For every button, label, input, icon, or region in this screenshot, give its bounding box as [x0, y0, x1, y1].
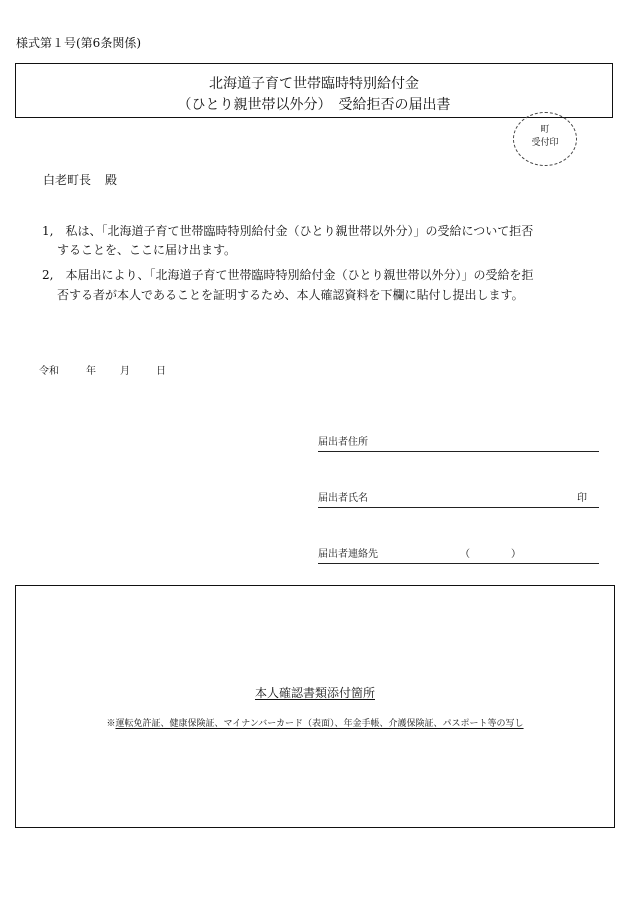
- id-document-attachment-area: [15, 585, 615, 828]
- form-number: 様式第１号(第6条関係): [16, 36, 141, 50]
- paragraph-2-line-2: 否する者が本人であることを証明するため、本人確認資料を下欄に貼付し提出します。: [57, 288, 524, 302]
- addressee: [43, 171, 117, 188]
- applicant-address-label: 届出者住所: [318, 437, 368, 448]
- reception-stamp-area: [513, 112, 577, 166]
- applicant-contact-label: 届出者連絡先: [318, 549, 378, 560]
- date-month: 月: [120, 366, 130, 377]
- attachment-note-items: 運転免許証、健康保険証、マイナンバーカード（表面）、年金手帳、介護保険証、パスポート等の写し: [115, 719, 524, 729]
- attachment-note-mark: ※: [106, 719, 116, 729]
- paragraph-1-line-1: 1, 私は、「北海道子育て世帯臨時特別給付金（ひとり親世帯以外分）」の受給について拒否: [42, 224, 534, 238]
- paragraph-2-line-1: 2, 本届出により、「北海道子育て世帯臨時特別給付金（ひとり親世帯以外分）」の受給を拒: [42, 268, 534, 282]
- paragraph-1-line-2: することを、ここに届け出ます。: [57, 243, 237, 257]
- applicant-name-field[interactable]: [318, 493, 599, 508]
- document-title-line2: （ひとり親世帯以外分） 受給拒否の届出書: [177, 97, 451, 113]
- date-day: 日: [156, 366, 166, 377]
- date-era: 令和: [39, 366, 59, 377]
- applicant-address-field[interactable]: [318, 437, 599, 452]
- attachment-note: [16, 716, 614, 729]
- date-row: [39, 362, 166, 377]
- applicant-name-label: 届出者氏名: [318, 493, 368, 504]
- stamp-label-town: 町: [540, 125, 550, 135]
- attachment-title-text: 本人確認書類添付箇所: [254, 686, 375, 700]
- attachment-title: [16, 684, 614, 701]
- stamp-label-reception: 受付印: [531, 138, 559, 148]
- title-box: [15, 63, 613, 118]
- seal-mark: 印: [577, 493, 587, 504]
- addressee-honorific: 殿: [105, 173, 118, 187]
- applicant-contact-field[interactable]: [318, 549, 599, 564]
- document-title-line1: 北海道子育て世帯臨時特別給付金: [209, 76, 419, 92]
- date-year: 年: [86, 366, 96, 377]
- addressee-office: 白老町長: [43, 173, 92, 187]
- area-code-paren-open: （: [460, 549, 470, 560]
- area-code-paren-close: ）: [511, 549, 521, 560]
